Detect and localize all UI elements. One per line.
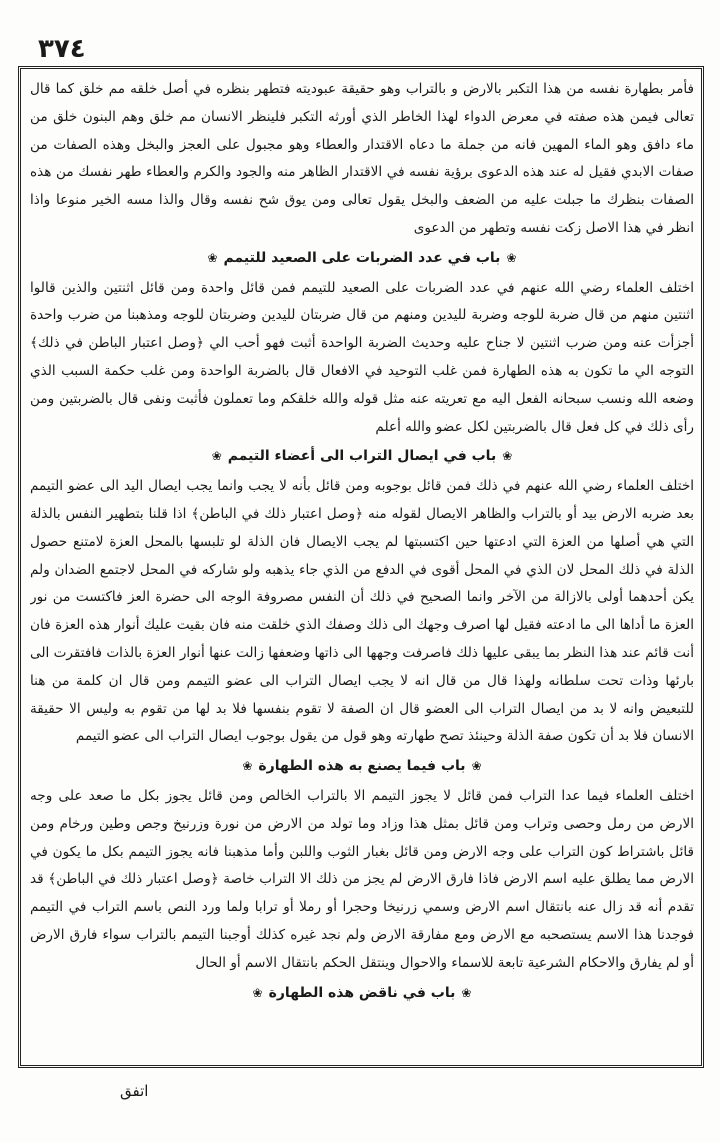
- heading-text: باب في ايصال التراب الى أعضاء التيمم: [227, 448, 497, 465]
- heading-text: باب في عدد الضربات على الصعيد للتيمم: [223, 249, 501, 266]
- ornament-icon: ❀: [461, 985, 472, 1000]
- section-heading-2: [30, 443, 694, 471]
- ornament-icon: ❀: [242, 759, 253, 774]
- catchword: اتفق: [120, 1082, 149, 1100]
- paragraph-4: اختلف العلماء فيما عدا التراب فمن قائل لا يجوز التيمم الا بالتراب الخالص ومن قائل يجوز بكل ما صعد على وجه الارض من رمل وحصى وتراب ومن قائل بمثل هذا وزاد وما تولد من الارض من نورة وزرنيخ وجص وطين ورخام ومن قائل باشتراط كون التراب على وجه الارض ومن قائل بغبار الثوب واللبن وأما مذهبنا فانه يجوز التيمم بكل ما يكون في الارض مما يطلق عليه اسم الارض فاذا فارق الارض لم يجز من ذلك الا التراب خاصة ﴿وصل اعتبار ذلك في الباطن﴾ قد تقدم أنه قد زال عنه بانتقال اسم الارض وسمي زرنيخا وحجرا أو رملا أو ترابا ولما ورد النص باسم التراب في التيمم فوجدنا هذا الاسم يستصحبه مع الارض ومع مفارقة الارض ولم نجد غيره كذلك أوجبنا التيمم بالتراب سواء فارق الارض أو لم يفارق والاحكام الشرعية تابعة للاسماء والاحوال وينتقل الحكم بانتقال الاسم أو الحال: [30, 787, 694, 971]
- text-body: [30, 76, 694, 1056]
- heading-text: باب في ناقض هذه الطهارة: [268, 984, 456, 1001]
- paragraph-2: اختلف العلماء رضي الله عنهم في عدد الضربات على الصعيد للتيمم فمن قائل واحدة ومن قائل اثنتين والذين قالوا اثنتين منهم من قال ضربة للوجه وضربة لليدين ومنهم من قال ضربتان لليدين وضربتان للوجه ومذهبنا من ضرب واحدة أجزأت عنه ومن ضرب اثنتين لا جناح عليه وحديث الضربة الواحدة أثبت فهو أحب الي ﴿وصل اعتبار الباطن في ذلك﴾ التوجه الي ما تكون به هذه الطهارة فمن غلب التوحيد في الافعال قال بالضربة الواحدة ومن غلب حكمة السبب الذي وضعه الله ونسب سبحانه الفعل اليه مع تعريته عنه مثل قوله والله خلقكم وما تعملون فأثبت ونفى قال بالضربتين ومن رأى ذلك في كل فعل قال بالضربتين لكل عضو والله أعلم: [30, 279, 694, 435]
- section-heading-3: [30, 753, 694, 781]
- ornament-icon: ❀: [506, 250, 517, 265]
- ornament-icon: ❀: [252, 985, 263, 1000]
- ornament-icon: ❀: [502, 449, 513, 464]
- ornament-icon: ❀: [211, 449, 222, 464]
- ornament-icon: ❀: [207, 250, 218, 265]
- ornament-icon: ❀: [471, 759, 482, 774]
- paragraph-3: اختلف العلماء رضي الله عنهم في ذلك فمن قائل بوجوبه ومن قائل بأنه لا يجب وانما يجب ايصال اليد الى عضو التيمم بعد ضربه الارض بيد أو بالتراب والظاهر الايصال لقوله منه ﴿وصل اعتبار ذلك في الباطن﴾ اذا قلنا بتطهير النفس بالذلة التي هي أصلها من العزة التي ادعتها حين اكتسبتها لم يجب الايصال فان الذلة لو تلبسها بالمحل العزة لامتنع حصول الذلة في ذلك المحل لان الذي في المحل أقوى في الدفع من الذي جاء يذهبه ولو شاركه في المحل لاجتمع الضدان ولم يكن أحدهما أولى بالازالة من الآخر وانما الصحيح في ذلك أن النفس مصروفة الوجه الى حضرة العز فاكتست من نور العزة ما أداها الى ما ادعته فقيل لها اصرف وجهك الى ذلك وصفك الذي خلقت منه فان بقيت عليك أنوار هذه العزة فان أنت قائم عند هذا النظر بما يبقى عليها ذلك فاصرفت وجهها الى ذاتها وضعفها زالت عنها أنوار العزة بالذات فافتقرت الى بارئها وذات تحت سلطانه ولهذا قال من قال انه لا يجب ايصال التراب الى عضو التيمم ومن قال ان كلمة من هنا للتبعيض وانه لا بد من ايصال التراب الى العضو قال ان الصفة لا تقوم بنفسها فلا بد لها من تقوم به وليس الا حقيقة الانسان فلا بد أن تكون صفة الذلة وحينئذ تصح طهارته وهو قول من يقول بوجوب ايصال التراب الى عضو التيمم: [30, 478, 694, 745]
- section-heading-1: [30, 245, 694, 273]
- paragraph-1: فأمر بطهارة نفسه من هذا التكبر بالارض و بالتراب وهو حقيقة عبوديته فتطهر بنظره في أصل خلقه مم خلق كما قال تعالى فيمن هذه صفته في معرض الدواء لهذا الخاطر الذي أورثه التكبر فلينظر الانسان مم خلق وهم البنون خلق من ماء دافق وهو الماء المهين فانه من جملة ما دعاه الاقتدار والعطاء وهو مجبول على العجز والبخل وهذه الصفات من صفات الابدي فقيل له عند هذه الدعوى برؤية نفسه في الاقتدار الظاهر منه والجود والكرم والعطاء طهر نفسك من هذه الصفات بنظرك ما جبلت عليه من الضعف والبخل يقول تعالى ومن يوق شح نفسه وقال والذا مسه الخير منوعا واذا انظر في هذا الاصل زكت نفسه وتطهر من الدعوى: [30, 81, 694, 236]
- section-heading-4: [30, 980, 694, 1008]
- heading-text: باب فيما يصنع به هذه الطهارة: [258, 758, 466, 775]
- page-number: ٣٧٤: [38, 34, 86, 64]
